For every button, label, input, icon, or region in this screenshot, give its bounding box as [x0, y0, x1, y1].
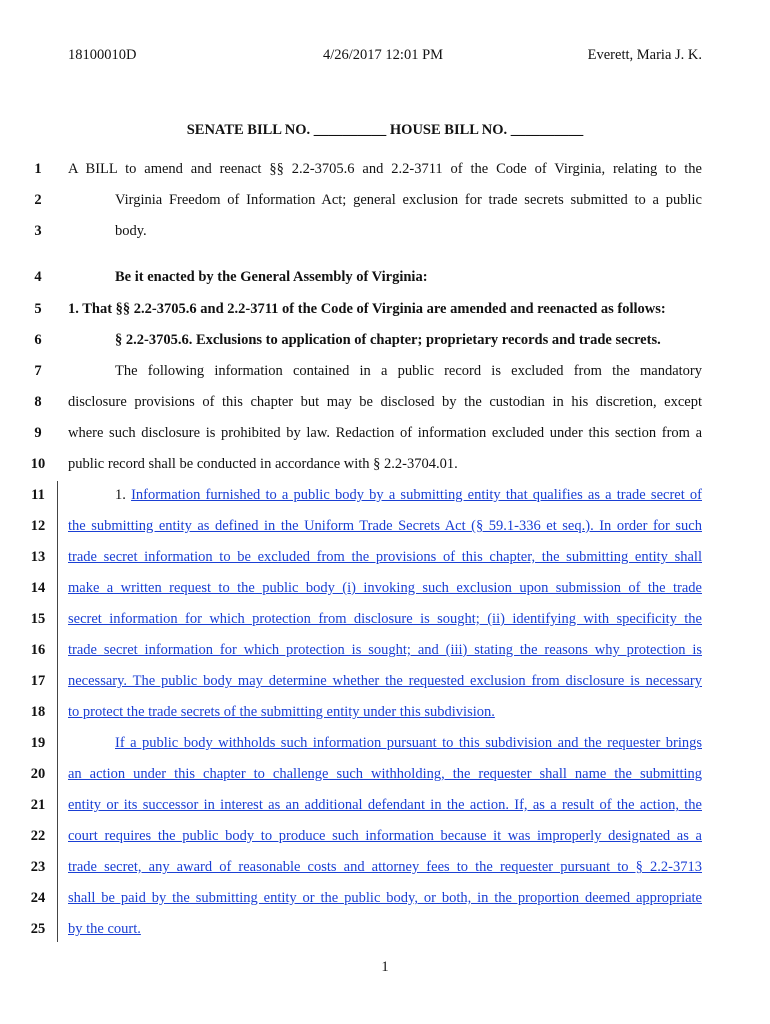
- enacting-clause: 1. That §§ 2.2-3705.6 and 2.2-3711 of the Code of Virginia are amended and reenacted as follows:: [68, 301, 666, 317]
- bill-title: SENATE BILL NO. __________ HOUSE BILL NO. __________: [186, 122, 584, 138]
- inserted-text: court requires the public body to produce such information because it was improperly designated as a: [68, 828, 702, 844]
- inserted-text: Information furnished to a public body by a submitting entity that qualifies as a trade secret of: [131, 487, 702, 503]
- line-number: 10: [30, 456, 46, 472]
- line-number: 24: [30, 890, 46, 906]
- bill-line: A BILL to amend and reenact §§ 2.2-3705.6 and 2.2-3711 of the Code of Virginia, relating to the: [68, 161, 702, 177]
- line-number: 23: [30, 859, 46, 875]
- inserted-text: necessary. The public body may determine whether the requested exclusion from disclosure is necessary: [68, 673, 702, 689]
- inserted-text: trade secret, any award of reasonable costs and attorney fees to the requester pursuant to § 2.2-3713: [68, 859, 702, 875]
- line-number: 2: [34, 192, 42, 208]
- inserted-text: to protect the trade secrets of the submitting entity under this subdivision.: [68, 704, 495, 720]
- inserted-text: make a written request to the public body (i) invoking such exclusion upon submission of the trade: [68, 580, 702, 596]
- line-number: 9: [34, 425, 42, 441]
- line-number: 22: [30, 828, 46, 844]
- line-number: 3: [34, 223, 42, 239]
- bill-line: body.: [115, 223, 147, 239]
- inserted-text: If a public body withholds such information pursuant to this subdivision and the requester brings: [115, 735, 702, 751]
- line-number: 17: [30, 673, 46, 689]
- inserted-text: trade secret information for which protection is sought; and (iii) stating the reasons why protection is: [68, 642, 702, 658]
- line-number: 18: [30, 704, 46, 720]
- document-datetime: 4/26/2017 12:01 PM: [323, 47, 444, 63]
- inserted-text: trade secret information to be excluded from the provisions of this chapter, the submitting entity shall: [68, 549, 702, 565]
- line-number: 7: [34, 363, 42, 379]
- inserted-text: by the court.: [68, 921, 141, 937]
- document-id: 18100010D: [68, 47, 137, 63]
- bill-line: where such disclosure is prohibited by law. Redaction of information excluded under this section from a: [68, 425, 702, 441]
- change-bar: [57, 481, 58, 942]
- line-number: 1: [34, 161, 42, 177]
- line-number: 4: [34, 269, 42, 285]
- subdivision-number: 1.: [115, 487, 132, 503]
- line-number: 20: [30, 766, 46, 782]
- line-number: 25: [30, 921, 46, 937]
- line-number: 5: [34, 301, 42, 317]
- inserted-text: an action under this chapter to challenge such withholding, the requester shall name the submitting: [68, 766, 702, 782]
- inserted-text: the submitting entity as defined in the Uniform Trade Secrets Act (§ 59.1-336 et seq.). In order for such: [68, 518, 702, 534]
- page-number: 1: [381, 959, 389, 975]
- line-number: 8: [34, 394, 42, 410]
- inserted-text: shall be paid by the submitting entity or the public body, or both, in the proportion deemed appropriate: [68, 890, 702, 906]
- bill-line: Virginia Freedom of Information Act; general exclusion for trade secrets submitted to a public: [115, 192, 702, 208]
- enacting-clause: Be it enacted by the General Assembly of Virginia:: [115, 269, 428, 285]
- line-number: 15: [30, 611, 46, 627]
- inserted-text: entity or its successor in interest as an additional defendant in the action. If, as a result of the action, the: [68, 797, 702, 813]
- line-number: 6: [34, 332, 42, 348]
- line-number: 12: [30, 518, 46, 534]
- document-author: Everett, Maria J. K.: [587, 47, 702, 63]
- line-number: 16: [30, 642, 46, 658]
- bill-line: public record shall be conducted in accordance with § 2.2-3704.01.: [68, 456, 458, 472]
- bill-line: The following information contained in a public record is excluded from the mandatory: [115, 363, 702, 379]
- line-number: 21: [30, 797, 46, 813]
- bill-line-inserted: [68, 487, 702, 504]
- bill-line: disclosure provisions of this chapter but may be disclosed by the custodian in his discretion, except: [68, 394, 702, 410]
- line-number: 19: [30, 735, 46, 751]
- line-number: 13: [30, 549, 46, 565]
- inserted-text: secret information for which protection from disclosure is sought; (ii) identifying with specificity the: [68, 611, 702, 627]
- bill-line-inserted: [68, 735, 702, 752]
- line-number: 14: [30, 580, 46, 596]
- section-heading: § 2.2-3705.6. Exclusions to application of chapter; proprietary records and trade secrets.: [115, 332, 661, 348]
- line-number: 11: [31, 487, 45, 503]
